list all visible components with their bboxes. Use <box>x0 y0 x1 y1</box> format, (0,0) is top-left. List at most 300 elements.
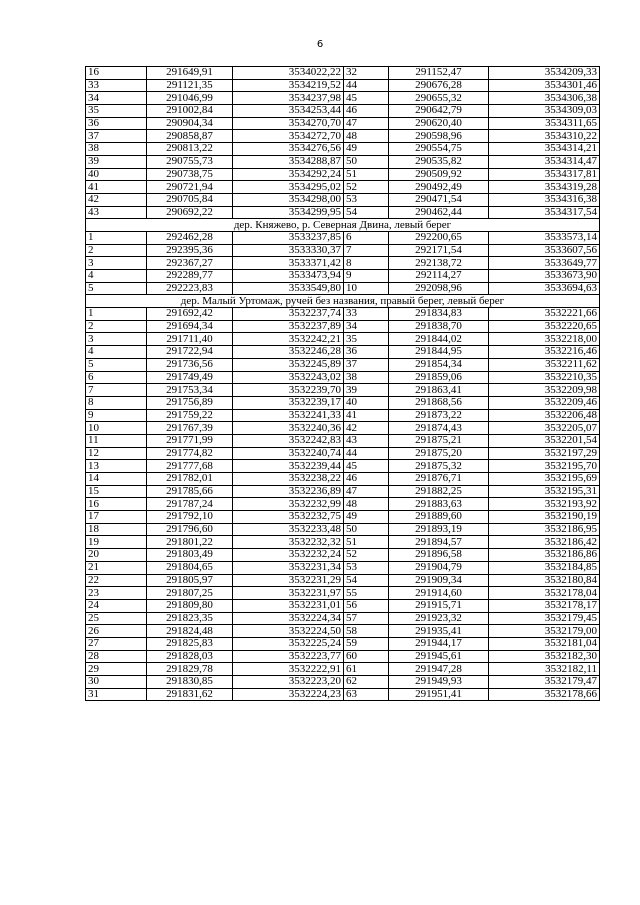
point-number: 51 <box>344 536 389 549</box>
table-row <box>86 206 600 219</box>
y-coordinate: 3532240,74 <box>233 447 344 460</box>
point-number: 40 <box>86 168 147 181</box>
y-coordinate: 3534276,56 <box>233 143 344 156</box>
point-number: 53 <box>344 193 389 206</box>
point-number: 34 <box>344 320 389 333</box>
x-coordinate: 291753,34 <box>147 384 233 397</box>
y-coordinate: 3532184,85 <box>489 561 600 574</box>
point-number: 45 <box>344 460 389 473</box>
x-coordinate: 292200,65 <box>389 231 489 244</box>
y-coordinate: 3534237,98 <box>233 92 344 105</box>
y-coordinate: 3532225,24 <box>233 637 344 650</box>
point-number: 8 <box>344 257 389 270</box>
x-coordinate: 290676,28 <box>389 79 489 92</box>
point-number: 49 <box>344 143 389 156</box>
x-coordinate: 291883,63 <box>389 498 489 511</box>
point-number: 48 <box>344 498 389 511</box>
y-coordinate: 3532190,19 <box>489 511 600 524</box>
table-row <box>86 130 600 143</box>
point-number: 7 <box>86 384 147 397</box>
table-row <box>86 396 600 409</box>
y-coordinate: 3532241,33 <box>233 409 344 422</box>
point-number: 16 <box>86 498 147 511</box>
point-number: 47 <box>344 117 389 130</box>
y-coordinate: 3532231,34 <box>233 561 344 574</box>
point-number: 36 <box>86 117 147 130</box>
point-number: 19 <box>86 536 147 549</box>
y-coordinate: 3532201,54 <box>489 434 600 447</box>
y-coordinate: 3532231,01 <box>233 599 344 612</box>
point-number: 35 <box>344 333 389 346</box>
y-coordinate: 3532223,77 <box>233 650 344 663</box>
y-coordinate: 3534317,81 <box>489 168 600 181</box>
x-coordinate: 291736,56 <box>147 358 233 371</box>
y-coordinate: 3534288,87 <box>233 155 344 168</box>
x-coordinate: 290813,22 <box>147 143 233 156</box>
point-number: 34 <box>86 92 147 105</box>
x-coordinate: 291889,60 <box>389 511 489 524</box>
point-number: 5 <box>86 282 147 295</box>
x-coordinate: 291804,65 <box>147 561 233 574</box>
x-coordinate: 292395,36 <box>147 244 233 257</box>
x-coordinate: 291829,78 <box>147 663 233 676</box>
point-number: 14 <box>86 473 147 486</box>
x-coordinate: 291896,58 <box>389 549 489 562</box>
x-coordinate: 291152,47 <box>389 67 489 80</box>
point-number: 37 <box>344 358 389 371</box>
x-coordinate: 291834,83 <box>389 308 489 321</box>
y-coordinate: 3532231,29 <box>233 574 344 587</box>
x-coordinate: 291801,22 <box>147 536 233 549</box>
x-coordinate: 290642,79 <box>389 105 489 118</box>
point-number: 42 <box>344 422 389 435</box>
point-number: 11 <box>86 434 147 447</box>
point-number: 17 <box>86 511 147 524</box>
x-coordinate: 290721,94 <box>147 181 233 194</box>
point-number: 51 <box>344 168 389 181</box>
point-number: 52 <box>344 181 389 194</box>
point-number: 60 <box>344 650 389 663</box>
y-coordinate: 3532239,44 <box>233 460 344 473</box>
y-coordinate: 3532205,07 <box>489 422 600 435</box>
x-coordinate: 291914,60 <box>389 587 489 600</box>
x-coordinate: 290509,92 <box>389 168 489 181</box>
x-coordinate: 291782,01 <box>147 473 233 486</box>
table-row <box>86 333 600 346</box>
point-number: 4 <box>86 270 147 283</box>
y-coordinate: 3532182,11 <box>489 663 600 676</box>
point-number: 22 <box>86 574 147 587</box>
point-number: 57 <box>344 612 389 625</box>
x-coordinate: 291807,25 <box>147 587 233 600</box>
x-coordinate: 291894,57 <box>389 536 489 549</box>
y-coordinate: 3532236,89 <box>233 485 344 498</box>
y-coordinate: 3532245,89 <box>233 358 344 371</box>
x-coordinate: 291787,24 <box>147 498 233 511</box>
y-coordinate: 3534319,28 <box>489 181 600 194</box>
y-coordinate: 3532193,92 <box>489 498 600 511</box>
point-number: 33 <box>344 308 389 321</box>
x-coordinate: 291875,32 <box>389 460 489 473</box>
point-number: 62 <box>344 676 389 689</box>
table-row <box>86 676 600 689</box>
x-coordinate: 291828,03 <box>147 650 233 663</box>
point-number: 23 <box>86 587 147 600</box>
page-number: 6 <box>316 39 324 50</box>
table-row <box>86 231 600 244</box>
x-coordinate: 291649,91 <box>147 67 233 80</box>
point-number: 7 <box>344 244 389 257</box>
y-coordinate: 3534306,38 <box>489 92 600 105</box>
table-row <box>86 155 600 168</box>
point-number: 5 <box>86 358 147 371</box>
point-number: 38 <box>344 371 389 384</box>
point-number: 21 <box>86 561 147 574</box>
x-coordinate: 291868,56 <box>389 396 489 409</box>
point-number: 33 <box>86 79 147 92</box>
x-coordinate: 291945,61 <box>389 650 489 663</box>
x-coordinate: 291774,82 <box>147 447 233 460</box>
section-heading: дер. Малый Уртомаж, ручей без названия, правый берег, левый берег <box>86 295 600 308</box>
point-number: 10 <box>86 422 147 435</box>
x-coordinate: 291121,35 <box>147 79 233 92</box>
point-number: 50 <box>344 523 389 536</box>
table-row <box>86 79 600 92</box>
y-coordinate: 3532237,89 <box>233 320 344 333</box>
x-coordinate: 290471,54 <box>389 193 489 206</box>
point-number: 2 <box>86 244 147 257</box>
table-row <box>86 181 600 194</box>
y-coordinate: 3532233,48 <box>233 523 344 536</box>
y-coordinate: 3534298,00 <box>233 193 344 206</box>
point-number: 46 <box>344 105 389 118</box>
table-row <box>86 485 600 498</box>
x-coordinate: 292114,27 <box>389 270 489 283</box>
y-coordinate: 3534253,44 <box>233 105 344 118</box>
point-number: 3 <box>86 257 147 270</box>
y-coordinate: 3532223,20 <box>233 676 344 689</box>
y-coordinate: 3532179,47 <box>489 676 600 689</box>
table-row <box>86 523 600 536</box>
x-coordinate: 291904,79 <box>389 561 489 574</box>
x-coordinate: 290620,40 <box>389 117 489 130</box>
y-coordinate: 3532246,28 <box>233 346 344 359</box>
x-coordinate: 291875,21 <box>389 434 489 447</box>
x-coordinate: 291777,68 <box>147 460 233 473</box>
y-coordinate: 3532232,24 <box>233 549 344 562</box>
x-coordinate: 291854,34 <box>389 358 489 371</box>
point-number: 24 <box>86 599 147 612</box>
x-coordinate: 291831,62 <box>147 688 233 701</box>
point-number: 3 <box>86 333 147 346</box>
point-number: 1 <box>86 231 147 244</box>
x-coordinate: 291767,39 <box>147 422 233 435</box>
x-coordinate: 291893,19 <box>389 523 489 536</box>
coordinates-table <box>85 66 600 701</box>
y-coordinate: 3532221,66 <box>489 308 600 321</box>
point-number: 9 <box>86 409 147 422</box>
point-number: 28 <box>86 650 147 663</box>
x-coordinate: 290738,75 <box>147 168 233 181</box>
x-coordinate: 291844,95 <box>389 346 489 359</box>
point-number: 15 <box>86 485 147 498</box>
x-coordinate: 291882,25 <box>389 485 489 498</box>
point-number: 9 <box>344 270 389 283</box>
y-coordinate: 3534295,02 <box>233 181 344 194</box>
x-coordinate: 292171,54 <box>389 244 489 257</box>
point-number: 29 <box>86 663 147 676</box>
point-number: 31 <box>86 688 147 701</box>
y-coordinate: 3533549,80 <box>233 282 344 295</box>
point-number: 59 <box>344 637 389 650</box>
y-coordinate: 3534270,70 <box>233 117 344 130</box>
y-coordinate: 3532242,83 <box>233 434 344 447</box>
y-coordinate: 3532218,00 <box>489 333 600 346</box>
y-coordinate: 3532179,00 <box>489 625 600 638</box>
point-number: 4 <box>86 346 147 359</box>
point-number: 63 <box>344 688 389 701</box>
x-coordinate: 291859,06 <box>389 371 489 384</box>
table-row <box>86 244 600 257</box>
x-coordinate: 291876,71 <box>389 473 489 486</box>
table-row <box>86 358 600 371</box>
y-coordinate: 3532181,04 <box>489 637 600 650</box>
x-coordinate: 291792,10 <box>147 511 233 524</box>
x-coordinate: 292223,83 <box>147 282 233 295</box>
section-heading-row <box>86 219 600 232</box>
y-coordinate: 3532242,21 <box>233 333 344 346</box>
x-coordinate: 290554,75 <box>389 143 489 156</box>
table-row <box>86 625 600 638</box>
x-coordinate: 290705,84 <box>147 193 233 206</box>
y-coordinate: 3532239,17 <box>233 396 344 409</box>
y-coordinate: 3534309,03 <box>489 105 600 118</box>
point-number: 47 <box>344 485 389 498</box>
y-coordinate: 3534311,65 <box>489 117 600 130</box>
point-number: 12 <box>86 447 147 460</box>
y-coordinate: 3532178,04 <box>489 587 600 600</box>
y-coordinate: 3532239,70 <box>233 384 344 397</box>
point-number: 39 <box>344 384 389 397</box>
point-number: 44 <box>344 447 389 460</box>
table-row <box>86 498 600 511</box>
table-row <box>86 257 600 270</box>
point-number: 36 <box>344 346 389 359</box>
x-coordinate: 291722,94 <box>147 346 233 359</box>
table-row <box>86 688 600 701</box>
y-coordinate: 3532186,95 <box>489 523 600 536</box>
x-coordinate: 291756,89 <box>147 396 233 409</box>
table-row <box>86 511 600 524</box>
point-number: 45 <box>344 92 389 105</box>
x-coordinate: 291694,34 <box>147 320 233 333</box>
x-coordinate: 291823,35 <box>147 612 233 625</box>
table-row <box>86 460 600 473</box>
point-number: 50 <box>344 155 389 168</box>
point-number: 16 <box>86 67 147 80</box>
y-coordinate: 3534316,38 <box>489 193 600 206</box>
x-coordinate: 291915,71 <box>389 599 489 612</box>
x-coordinate: 290904,34 <box>147 117 233 130</box>
point-number: 43 <box>344 434 389 447</box>
table-row <box>86 561 600 574</box>
table-row <box>86 549 600 562</box>
section-heading: дер. Княжево, р. Северная Двина, левый берег <box>86 219 600 232</box>
point-number: 26 <box>86 625 147 638</box>
y-coordinate: 3532186,86 <box>489 549 600 562</box>
point-number: 61 <box>344 663 389 676</box>
table-row <box>86 67 600 80</box>
y-coordinate: 3534022,22 <box>233 67 344 80</box>
x-coordinate: 290535,82 <box>389 155 489 168</box>
point-number: 58 <box>344 625 389 638</box>
y-coordinate: 3532209,46 <box>489 396 600 409</box>
x-coordinate: 291785,66 <box>147 485 233 498</box>
y-coordinate: 3532232,99 <box>233 498 344 511</box>
x-coordinate: 290462,44 <box>389 206 489 219</box>
x-coordinate: 291947,28 <box>389 663 489 676</box>
point-number: 55 <box>344 587 389 600</box>
x-coordinate: 290755,73 <box>147 155 233 168</box>
x-coordinate: 291874,43 <box>389 422 489 435</box>
x-coordinate: 291796,60 <box>147 523 233 536</box>
y-coordinate: 3533649,77 <box>489 257 600 270</box>
point-number: 37 <box>86 130 147 143</box>
x-coordinate: 291825,83 <box>147 637 233 650</box>
point-number: 6 <box>344 231 389 244</box>
point-number: 53 <box>344 561 389 574</box>
y-coordinate: 3534292,24 <box>233 168 344 181</box>
x-coordinate: 290492,49 <box>389 181 489 194</box>
section-heading-row <box>86 295 600 308</box>
y-coordinate: 3532180,84 <box>489 574 600 587</box>
y-coordinate: 3532240,36 <box>233 422 344 435</box>
y-coordinate: 3532222,91 <box>233 663 344 676</box>
x-coordinate: 291863,41 <box>389 384 489 397</box>
y-coordinate: 3533673,90 <box>489 270 600 283</box>
y-coordinate: 3532243,02 <box>233 371 344 384</box>
x-coordinate: 291824,48 <box>147 625 233 638</box>
x-coordinate: 291809,80 <box>147 599 233 612</box>
point-number: 25 <box>86 612 147 625</box>
point-number: 49 <box>344 511 389 524</box>
y-coordinate: 3533330,37 <box>233 244 344 257</box>
y-coordinate: 3534314,47 <box>489 155 600 168</box>
point-number: 54 <box>344 574 389 587</box>
table-row <box>86 346 600 359</box>
table-row <box>86 282 600 295</box>
x-coordinate: 291711,40 <box>147 333 233 346</box>
table-row <box>86 384 600 397</box>
point-number: 56 <box>344 599 389 612</box>
point-number: 20 <box>86 549 147 562</box>
table-row <box>86 473 600 486</box>
point-number: 2 <box>86 320 147 333</box>
y-coordinate: 3532197,29 <box>489 447 600 460</box>
x-coordinate: 291002,84 <box>147 105 233 118</box>
point-number: 48 <box>344 130 389 143</box>
y-coordinate: 3532178,17 <box>489 599 600 612</box>
point-number: 6 <box>86 371 147 384</box>
y-coordinate: 3532220,65 <box>489 320 600 333</box>
table-row <box>86 536 600 549</box>
y-coordinate: 3533371,42 <box>233 257 344 270</box>
x-coordinate: 292289,77 <box>147 270 233 283</box>
point-number: 41 <box>344 409 389 422</box>
x-coordinate: 290858,87 <box>147 130 233 143</box>
table-row <box>86 574 600 587</box>
table-row <box>86 143 600 156</box>
y-coordinate: 3534299,95 <box>233 206 344 219</box>
x-coordinate: 290655,32 <box>389 92 489 105</box>
x-coordinate: 291759,22 <box>147 409 233 422</box>
table-row <box>86 599 600 612</box>
y-coordinate: 3534209,33 <box>489 67 600 80</box>
table-row <box>86 308 600 321</box>
table-row <box>86 587 600 600</box>
y-coordinate: 3534310,22 <box>489 130 600 143</box>
x-coordinate: 292138,72 <box>389 257 489 270</box>
x-coordinate: 291844,02 <box>389 333 489 346</box>
point-number: 39 <box>86 155 147 168</box>
table-row <box>86 612 600 625</box>
point-number: 27 <box>86 637 147 650</box>
point-number: 13 <box>86 460 147 473</box>
table-row <box>86 105 600 118</box>
y-coordinate: 3534272,70 <box>233 130 344 143</box>
x-coordinate: 292367,27 <box>147 257 233 270</box>
x-coordinate: 291951,41 <box>389 688 489 701</box>
x-coordinate: 291692,42 <box>147 308 233 321</box>
y-coordinate: 3534219,52 <box>233 79 344 92</box>
y-coordinate: 3533694,63 <box>489 282 600 295</box>
y-coordinate: 3533607,56 <box>489 244 600 257</box>
y-coordinate: 3532179,45 <box>489 612 600 625</box>
table-row <box>86 193 600 206</box>
y-coordinate: 3532195,31 <box>489 485 600 498</box>
point-number: 52 <box>344 549 389 562</box>
y-coordinate: 3532224,50 <box>233 625 344 638</box>
point-number: 10 <box>344 282 389 295</box>
point-number: 8 <box>86 396 147 409</box>
y-coordinate: 3532186,42 <box>489 536 600 549</box>
y-coordinate: 3532178,66 <box>489 688 600 701</box>
x-coordinate: 291771,99 <box>147 434 233 447</box>
y-coordinate: 3532237,74 <box>233 308 344 321</box>
table-row <box>86 92 600 105</box>
y-coordinate: 3532210,35 <box>489 371 600 384</box>
point-number: 44 <box>344 79 389 92</box>
y-coordinate: 3532216,46 <box>489 346 600 359</box>
x-coordinate: 291949,93 <box>389 676 489 689</box>
table-row <box>86 409 600 422</box>
point-number: 41 <box>86 181 147 194</box>
y-coordinate: 3532195,69 <box>489 473 600 486</box>
x-coordinate: 290692,22 <box>147 206 233 219</box>
x-coordinate: 291803,49 <box>147 549 233 562</box>
point-number: 54 <box>344 206 389 219</box>
table-row <box>86 270 600 283</box>
y-coordinate: 3533237,85 <box>233 231 344 244</box>
y-coordinate: 3533473,94 <box>233 270 344 283</box>
x-coordinate: 291873,22 <box>389 409 489 422</box>
point-number: 38 <box>86 143 147 156</box>
y-coordinate: 3533573,14 <box>489 231 600 244</box>
table-row <box>86 168 600 181</box>
y-coordinate: 3532232,32 <box>233 536 344 549</box>
table-row <box>86 447 600 460</box>
x-coordinate: 291830,85 <box>147 676 233 689</box>
